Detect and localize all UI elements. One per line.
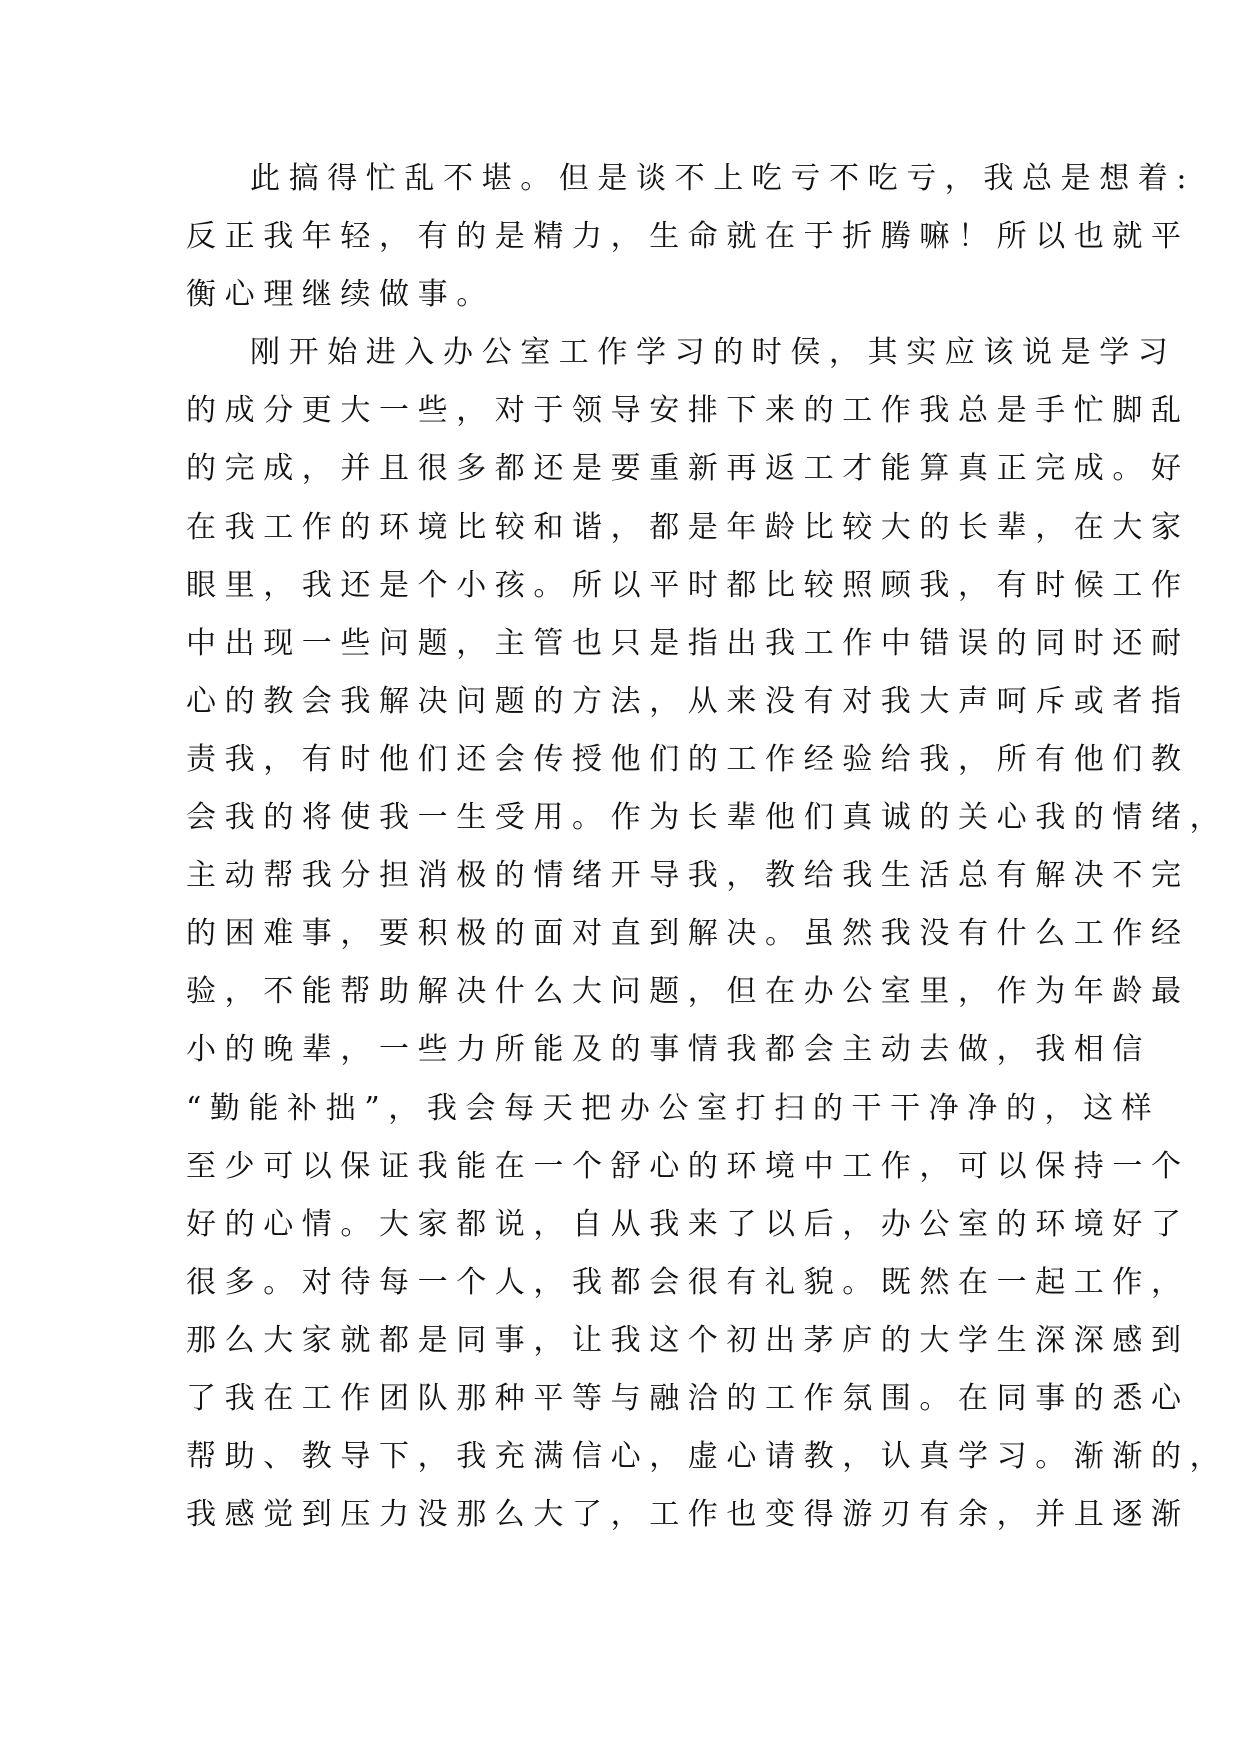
- text-line: 会我的将使我一生受用。作为长辈他们真诚的关心我的情绪，: [186, 800, 1229, 836]
- text-line: 责我，有时他们还会传授他们的工作经验给我，所有他们教: [186, 741, 1190, 777]
- body-text: [186, 150, 1229, 1544]
- text-line: 的完成，并且很多都还是要重新再返工才能算真正完成。好: [186, 451, 1190, 487]
- text-line: 验，不能帮助解决什么大问题，但在办公室里，作为年龄最: [186, 974, 1190, 1010]
- text-line: 衡心理继续做事。: [186, 277, 495, 313]
- text-line: 小的晚辈，一些力所能及的事情我都会主动去做，我相信: [186, 1032, 1151, 1068]
- text-line: 帮助、教导下，我充满信心，虚心请教，认真学习。渐渐的，: [186, 1439, 1229, 1475]
- text-line: 在我工作的环境比较和谐，都是年龄比较大的长辈，在大家: [186, 509, 1190, 545]
- text-line: 的成分更大一些，对于领导安排下来的工作我总是手忙脚乱: [186, 393, 1190, 429]
- text-line: 的困难事，要积极的面对直到解决。虽然我没有什么工作经: [186, 916, 1190, 952]
- text-line: 此搞得忙乱不堪。但是谈不上吃亏不吃亏，我总是想着:: [250, 161, 1196, 196]
- text-line: 那么大家就都是同事，让我这个初出茅庐的大学生深深感到: [186, 1322, 1190, 1358]
- text-line: 了我在工作团队那种平等与融洽的工作氛围。在同事的悉心: [186, 1380, 1190, 1416]
- text-line: 我感觉到压力没那么大了，工作也变得游刃有余，并且逐渐: [186, 1497, 1190, 1533]
- text-line: 很多。对待每一个人，我都会很有礼貌。既然在一起工作，: [186, 1264, 1190, 1300]
- text-line: 至少可以保证我能在一个舒心的环境中工作，可以保持一个: [186, 1148, 1190, 1184]
- text-line: 好的心情。大家都说，自从我来了以后，办公室的环境好了: [186, 1206, 1190, 1242]
- text-line: 眼里，我还是个小孩。所以平时都比较照顾我，有时候工作: [186, 567, 1190, 603]
- text-line: “勤能补拙”，我会每天把办公室打扫的干干净净的，这样: [186, 1090, 1161, 1126]
- text-line: 心的教会我解决问题的方法，从来没有对我大声呵斥或者指: [186, 683, 1190, 719]
- text-line: 主动帮我分担消极的情绪开导我，教给我生活总有解决不完: [186, 858, 1190, 894]
- text-line: 刚开始进入办公室工作学习的时侯，其实应该说是学习: [250, 335, 1177, 371]
- text-line: 中出现一些问题，主管也只是指出我工作中错误的同时还耐: [186, 625, 1190, 661]
- text-line: 反正我年轻，有的是精力，生命就在于折腾嘛！所以也就平: [186, 219, 1190, 255]
